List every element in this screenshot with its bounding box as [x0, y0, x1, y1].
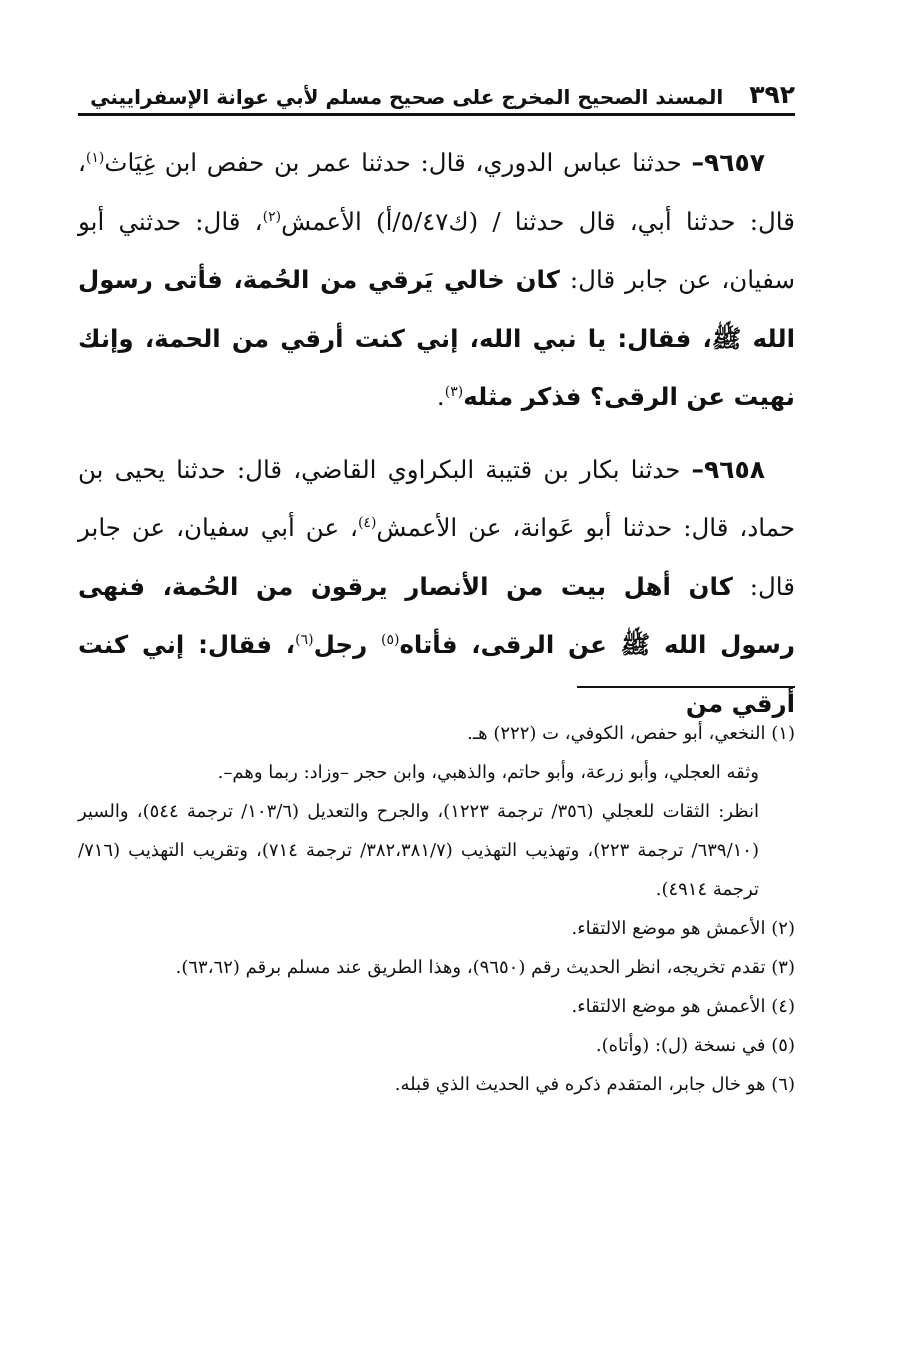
hadith-9658 — [78, 441, 795, 734]
footnotes — [78, 714, 795, 1104]
hadith-dash: – — [691, 148, 704, 177]
footnote-ref[interactable]: (٥) — [380, 631, 400, 648]
footnote-ref[interactable]: (٢) — [262, 208, 282, 225]
footnote-1-references: انظر: الثقات للعجلي (٣٥٦/ ترجمة ١٢٢٣)، والجرح والتعديل (١٠٣/٦/ ترجمة ٥٤٤)، والسير (٦٣٩/١٠/ ترجمة ٢٢٣)، وتهذيب التهذيب (٣٨٢،٣٨١/٧/ ترجمة ٧١٤)، وتقريب التهذيب (٧١٦/ترجمة ٤٩١٤). — [78, 801, 760, 900]
hadith-dash: – — [691, 454, 704, 484]
footnote-ref[interactable]: (١) — [85, 149, 105, 166]
hadith-number: ٩٦٥٨ — [703, 454, 765, 484]
matn-text: رجل — [313, 630, 381, 659]
footnote-1: (١) النخعي، أبو حفص، الكوفي، ت (٢٢٢) هـ. — [467, 723, 795, 744]
isnad-text: حدثنا بكار بن قتيبة البكراوي القاضي، قال: حدثنا يحيى بن حماد، قال: حدثنا أبو عَوانة، عن الأعمش — [78, 454, 796, 542]
running-title: المسند الصحيح المخرج على صحيح مسلم لأبي عوانة الإسفراييني — [90, 85, 724, 109]
book-page — [78, 78, 795, 1308]
hadith-number: ٩٦٥٧ — [703, 148, 765, 177]
running-head — [78, 78, 795, 116]
footnote-5: (٥) في نسخة (ل): (وأتاه). — [595, 1035, 795, 1056]
footnote-separator — [577, 686, 795, 688]
footnote-ref[interactable]: (٤) — [357, 514, 377, 531]
matn-text: كان خالي يَرقي من الحُمة، فأتى رسول الله ﷺ، فقال: يا نبي الله، إني كنت أرقي من الحمة، وإنك نهيت عن الرقى؟ فذكر مثله — [78, 265, 795, 411]
footnote-3: (٣) تقدم تخريجه، انظر الحديث رقم (٩٦٥٠)، وهذا الطريق عند مسلم برقم (٦٣،٦٢). — [175, 957, 795, 978]
footnote-4: (٤) الأعمش هو موضع الالتقاء. — [571, 996, 795, 1017]
isnad-text: حدثنا عباس الدوري، قال: حدثنا عمر بن حفص ابن غِيَاث — [104, 148, 692, 177]
footnote-2: (٢) الأعمش هو موضع الالتقاء. — [571, 918, 795, 939]
footnote-1-continuation: وثقه العجلي، وأبو زرعة، وأبو حاتم، والذهبي، وابن حجر –وزاد: ربما وهم–. — [217, 762, 759, 783]
sentence-end: . — [436, 382, 445, 411]
isnad-text: ، عن أبي سفيان، عن جابر قال: — [78, 513, 795, 601]
page-number: ٣٩٢ — [749, 80, 795, 109]
matn-text: كان أهل بيت من الأنصار يرقون من الحُمة، فنهى رسول الله ﷺ عن الرقى، فأتاه — [78, 571, 795, 659]
footnote-ref[interactable]: (٦) — [295, 631, 314, 648]
matn-text: ، فقال: إني كنت أرقي من — [78, 630, 795, 718]
footnote-6: (٦) هو خال جابر، المتقدم ذكره في الحديث الذي قبله. — [394, 1074, 795, 1095]
isnad-text: ، قال: حدثنا أبي، قال حدثنا / (ك٥/٤٧/أ) الأعمش — [78, 148, 795, 236]
main-text — [78, 134, 795, 733]
isnad-text: ، قال: حدثني أبو سفيان، عن جابر قال: — [78, 206, 795, 294]
footnote-ref[interactable]: (٣) — [444, 383, 464, 400]
hadith-9657 — [78, 134, 795, 427]
